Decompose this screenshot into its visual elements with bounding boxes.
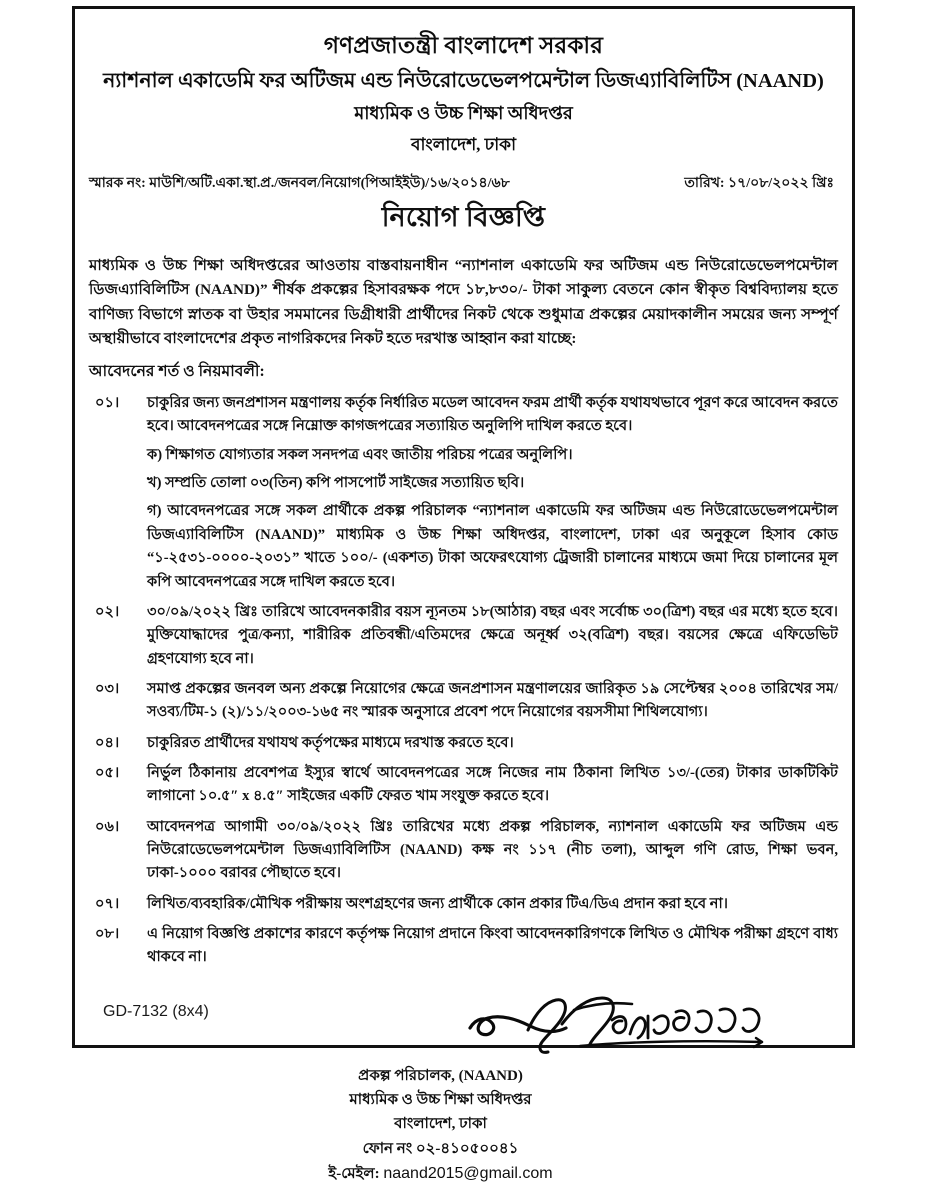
contact-email-row bbox=[89, 1161, 792, 1187]
circular-content bbox=[89, 19, 838, 1182]
condition-text: ৩০/০৯/২০২২ খ্রিঃ তারিখে আবেদনকারীর বয়স ন্যূনতম ১৮(আঠার) বছর এবং সর্বোচ্চ ৩০(ত্রিশ) বছর এর মধ্যে হতে হবে। মুক্তিযোদ্ধাদের পুত্র/কন্যা, শারীরিক প্রতিবন্ধী/এতিমদের ক্ষেত্রে অনূর্ধ্ব ৩২(বত্রিশ) বছর। বয়সের ক্ষেত্রে এফিডেভিট গ্রহণযোগ্য হবে না। bbox=[147, 603, 838, 667]
memo-row bbox=[89, 171, 838, 195]
condition-text: লিখিত/ব্যবহারিক/মৌখিক পরীক্ষায় অংশগ্রহণের জন্য প্রার্থীকে কোন প্রকার টিএ/ডিএ প্রদান করা হবে না। bbox=[147, 895, 728, 912]
email-label: ই-মেইল: bbox=[328, 1165, 380, 1182]
condition-number: ০৩। bbox=[95, 680, 120, 697]
handwritten-signature bbox=[462, 990, 792, 1064]
condition-number: ০৪। bbox=[95, 734, 120, 751]
email-address[interactable]: naand2015@gmail.com bbox=[383, 1164, 553, 1182]
condition-text: চাকুরিরত প্রার্থীদের যথাযথ কর্তৃপক্ষের মাধ্যমে দরখাস্ত করতে হবে। bbox=[147, 734, 514, 751]
condition-text: এ নিয়োগ বিজ্ঞপ্তি প্রকাশের কারণে কর্তৃপক্ষ নিয়োগ প্রদানে কিংবা আবেদনকারিগণকে লিখিত ও মৌখিক পরীক্ষা গ্রহণে বাধ্য থাকবে না। bbox=[147, 925, 838, 966]
condition-number: ০৫। bbox=[95, 764, 120, 781]
circular-border-frame bbox=[72, 6, 855, 1182]
condition-text: আবেদনপত্র আগামী ৩০/০৯/২০২২ খ্রিঃ তারিখের মধ্যে প্রকল্প পরিচালক, ন্যাশনাল একাডেমি ফর অটিজম এন্ড নিউরোডেভেলপমেন্টাল ডিজএ্যাবিলিটিস (NAAND) কক্ষ নং ১১৭ (নীচ তলা), আব্দুল গণি রোড, শিক্ষা ভবন, ঢাকা-১০০০ বরাবর পৌছাতে হবে। bbox=[147, 818, 838, 882]
memo-date: তারিখ: ১৭/০৮/২০২২ খ্রিঃ bbox=[684, 175, 834, 191]
intro-paragraph: মাধ্যমিক ও উচ্চ শিক্ষা অধিদপ্তরের আওতায় বাস্তবায়নাধীন “ন্যাশনাল একাডেমি ফর অটিজম এন্ড নিউরোডেভেলপমেন্টাল ডিজএ্যাবিলিটিস (NAAND)” শীর্ষক প্রকল্পের হিসাবরক্ষক পদে ১৮,৮৩০/- টাকা সাকুল্য বেতনে কোন স্বীকৃত বিশ্ববিদ্যালয় হতে বাণিজ্য বিভাগে স্নাতক বা উহার সমমানের ডিগ্রীধারী প্রার্থীদের নিকট থেকে শুধুমাত্র প্রকল্পের মেয়াদকালীন সময়ের জন্য সম্পূর্ণ অস্থায়ীভাবে বাংলাদেশের প্রকৃত নাগরিকদের নিকট হতে দরখাস্ত আহ্বান করা যাচ্ছে: bbox=[89, 256, 838, 348]
condition-text: সমাপ্ত প্রকল্পের জনবল অন্য প্রকল্পে নিয়োগের ক্ষেত্রে জনপ্রশাসন মন্ত্রণালয়ের জারিকৃত ১৯ সেপ্টেম্বর ২০০৪ তারিখের সম/সওব্য/টিম-১ (২)/১১/২০০৩-১৬৫ নং স্মারক অনুসারে প্রবেশ পদে নিয়োগের বয়সসীমা শিথিলযোগ্য। bbox=[147, 680, 838, 721]
signature-ink bbox=[462, 990, 792, 1064]
signatory-designation: প্রকল্প পরিচালক, (NAAND) bbox=[358, 1067, 523, 1084]
condition-sub-item: গ) আবেদনপত্রের সঙ্গে সকল প্রার্থীকে প্রকল্প পরিচালক “ন্যাশনাল একাডেমি ফর অটিজম এন্ড নিউরোডেভেলপমেন্টাল ডিজএ্যাবিলিটিস (NAAND)” মাধ্যমিক ও উচ্চ শিক্ষা অধিদপ্তর, বাংলাদেশ, ঢাকা এর অনুকূলে হিসাব কোড “১-২৫৩১-০০০০-২০৩১” খাতে ১০০/- (একশত) টাকা অফেরৎযোগ্য ট্রেজারী চালানের মাধ্যমে জমা দিয়ে চালানের মূল কপি আবেদনপত্রের সঙ্গে দাখিল করতে হবে। bbox=[147, 503, 838, 590]
gd-code: GD-7132 (8x4) bbox=[103, 1003, 209, 1020]
condition-sub-item: ক) শিক্ষাগত যোগ্যতার সকল সনদপত্র এবং জাতীয় পরিচয় পত্রের অনুলিপি। bbox=[147, 446, 573, 463]
letterhead bbox=[89, 31, 838, 157]
department-title: মাধ্যমিক ও উচ্চ শিক্ষা অধিদপ্তর bbox=[354, 103, 573, 124]
location-line: বাংলাদেশ, ঢাকা bbox=[411, 135, 516, 155]
government-title: গণপ্রজাতন্ত্রী বাংলাদেশ সরকার bbox=[323, 33, 604, 58]
condition-number: ০৮। bbox=[95, 925, 120, 942]
conditions-heading: আবেদনের শর্ত ও নিয়মাবলী: bbox=[89, 363, 265, 381]
condition-item bbox=[89, 601, 838, 671]
condition-number: ০২। bbox=[95, 603, 120, 620]
condition-item bbox=[89, 678, 838, 725]
signature-details bbox=[89, 1064, 792, 1187]
condition-item bbox=[89, 762, 838, 809]
condition-text: নির্ভুল ঠিকানায় প্রবেশপত্র ইস্যুর স্বার্থে আবেদনপত্রের সঙ্গে নিজের নাম ঠিকানা লিখিত ১৩/-(তের) টাকার ডাকটিকিট লাগানো ১০.৫″ x ৪.৫″ সাইজের একটি ফেরত খাম সংযুক্ত করতে হবে। bbox=[147, 764, 838, 805]
condition-number: ০৬। bbox=[95, 818, 120, 835]
notice-title: নিয়োগ বিজ্ঞপ্তি bbox=[381, 201, 546, 232]
condition-text: চাকুরির জন্য জনপ্রশাসন মন্ত্রণালয় কর্তৃক নির্ধারিত মডেল আবেদন ফরম প্রার্থী কর্তৃক যথাযথভাবে পূরণ করে আবেদন করতে হবে। আবেদনপত্রের সঙ্গে নিম্নোক্ত কাগজপত্রের সত্যায়িত অনুলিপি দাখিল করতে হবে। bbox=[147, 395, 838, 435]
signatory-location: বাংলাদেশ, ঢাকা bbox=[394, 1116, 487, 1133]
academy-title: ন্যাশনাল একাডেমি ফর অটিজম এন্ড নিউরোডেভেলপমেন্টাল ডিজএ্যাবিলিটিস (NAAND) bbox=[103, 70, 824, 93]
signatory-department: মাধ্যমিক ও উচ্চ শিক্ষা অধিদপ্তর bbox=[349, 1091, 532, 1108]
condition-item bbox=[89, 893, 838, 916]
conditions-list bbox=[89, 392, 838, 970]
condition-number: ০১। bbox=[95, 395, 120, 412]
condition-item bbox=[89, 732, 838, 755]
condition-body bbox=[147, 392, 838, 594]
condition-item bbox=[89, 923, 838, 970]
memo-number: স্মারক নং: মাউশি/অটি.একা.স্থা.প্র./জনবল/নিয়োগ(পিআইইউ)/১৬/২০১৪/৬৮ bbox=[89, 175, 510, 191]
condition-item bbox=[89, 392, 838, 594]
contact-phone: ফোন নং ০২-৪১০৫০০৪১ bbox=[362, 1140, 519, 1157]
condition-sub-item: খ) সম্প্রতি তোলা ০৩(তিন) কপি পাসপোর্ট সাইজের সত্যায়িত ছবি। bbox=[147, 475, 525, 492]
condition-number: ০৭। bbox=[95, 895, 120, 912]
condition-item bbox=[89, 816, 838, 886]
